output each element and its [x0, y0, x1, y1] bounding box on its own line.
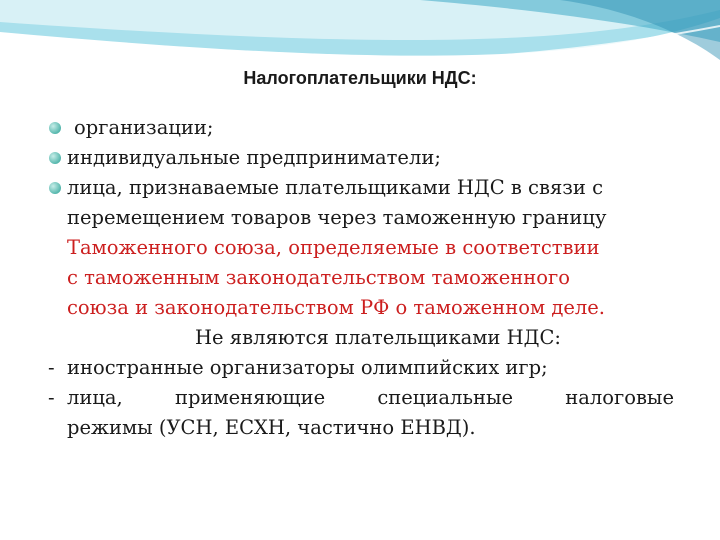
list-item-continuation: с таможенным законодательством таможенного: [67, 266, 570, 289]
dash-marker: -: [48, 386, 55, 409]
list-item-text: лица, применяющие специальные налоговые: [67, 386, 674, 409]
list-item-continuation: перемещением товаров через таможенную границу: [67, 206, 607, 229]
list-item-continuation: режимы (УСН, ЕСХН, частично ЕНВД).: [67, 416, 476, 439]
list-item: [48, 143, 680, 173]
list-item-continuation: союза и законодательством РФ о таможенном деле.: [67, 296, 605, 319]
slide-content: [48, 113, 680, 443]
bullet-icon: [49, 182, 61, 194]
list-item-text: лица, признаваемые плательщиками НДС в связи с: [67, 176, 604, 199]
bullet-icon: [49, 152, 61, 164]
list-item-text: организации;: [74, 116, 214, 139]
list-item: [48, 353, 680, 383]
dash-marker: -: [48, 356, 55, 379]
list-item: [48, 173, 680, 203]
list-item-continuation: Таможенного союза, определяемые в соответствии: [67, 236, 600, 259]
bullet-icon: [49, 122, 61, 134]
section-heading: Не являются плательщиками НДС:: [195, 326, 561, 349]
list-item: [48, 113, 680, 143]
header-wave-decoration: [0, 0, 720, 110]
list-item: [48, 383, 680, 413]
slide-title: Налогоплательщики НДС:: [243, 68, 477, 88]
list-item-text: индивидуальные предприниматели;: [67, 146, 441, 169]
list-item-text: иностранные организаторы олимпийских игр;: [67, 356, 548, 379]
